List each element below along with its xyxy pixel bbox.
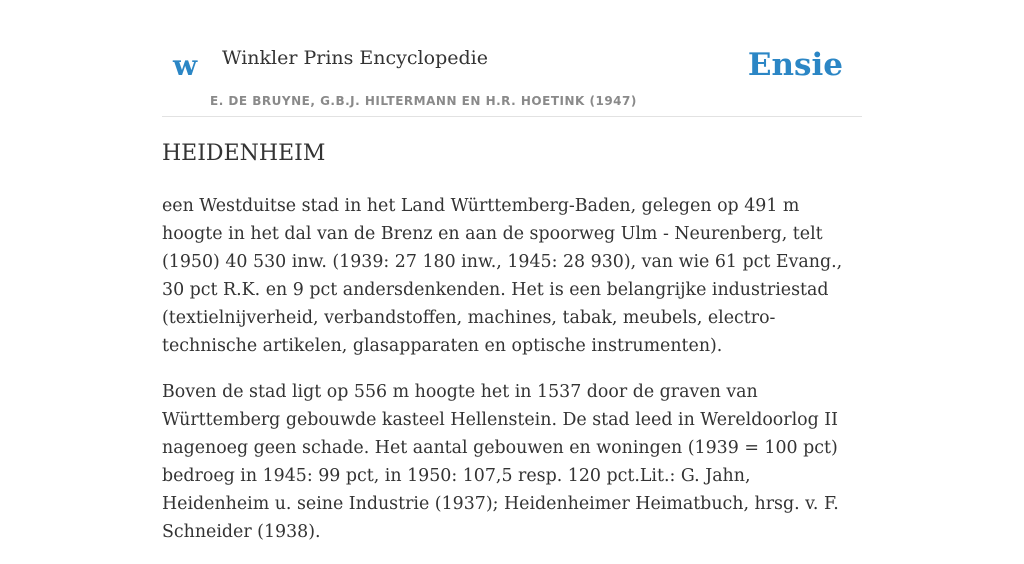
article-paragraph: een Westduitse stad in het Land Württemberg-Baden, gelegen op 491 m hoogte in het dal van de Brenz en aan de spoorweg Ulm - Neurenberg, telt (1950) 40 530 inw. (1939: 27 180 inw., 1945: 28 930), van wie 61 pct Evang., 30 pct R.K. en 9 pct andersdenkenden. Het is een belangrijke industriestad (textielnijverheid, verbandstoffen, machines, tabak, meubels, electro-technische artikelen, glasapparaten en optische instrumenten). <box>162 196 843 356</box>
article-paragraph: Boven de stad ligt op 556 m hoogte het in 1537 door de graven van Württemberg gebouwde kasteel Hellenstein. De stad leed in Wereldoorlog II nagenoeg geen schade. Het aantal gebouwen en woningen (1939 = 100 pct) bedroeg in 1945: 99 pct, in 1950: 107,5 resp. 120 pct.Lit.: G. Jahn, Heidenheim u. seine Industrie (1937); Heidenheimer Heimatbuch, hrsg. v. F. Schneider (1938). <box>162 382 839 542</box>
article-body <box>162 192 862 564</box>
article-title: HEIDENHEIM <box>162 141 326 166</box>
site-header <box>162 0 862 117</box>
site-title[interactable]: Winkler Prins Encyclopedie <box>222 47 488 69</box>
winkler-prins-logo[interactable]: w <box>173 49 198 82</box>
ensie-brand-logo[interactable]: Ensie <box>747 47 843 83</box>
authors-byline: E. DE BRUYNE, G.B.J. HILTERMANN EN H.R. HOETINK (1947) <box>210 94 637 108</box>
